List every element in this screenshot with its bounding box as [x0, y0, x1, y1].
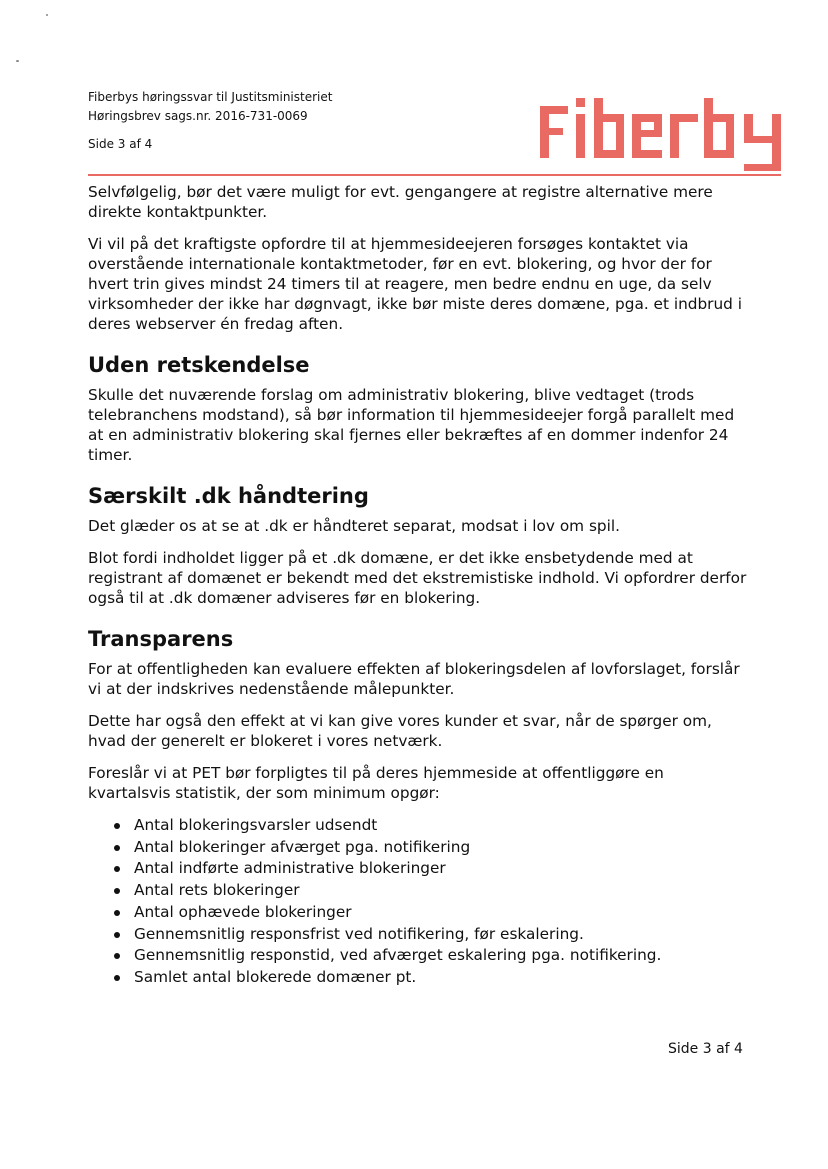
section3-paragraph-1: For at offentligheden kan evaluere effekten af blokeringsdelen af lovforslaget, forslår vi at der indskrives nedenstående målepunkter. [88, 660, 740, 698]
section-heading-dk-handtering: Særskilt .dk håndtering [88, 484, 369, 508]
intro-paragraph-2: Vi vil på det kraftigste opfordre til at hjemmesideejeren forsøges kontaktet via overstående internationale kontaktmetoder, før en evt. blokering, og hvor der for hvert trin gives mindst 24 timers til at reagere, men bedre endnu en uge, da selv virksomheder der ikke har døgnvagt, ikke bør miste deres domæne, pga. et indbrud i deres webserver én fredag aften. [88, 235, 742, 333]
logo-letters [540, 98, 781, 171]
footer-page-number: Side 3 af 4 [668, 1041, 743, 1057]
section3-paragraph-2: Dette har også den effekt at vi kan give vores kunder et svar, når de spørger om, hvad der generelt er blokeret i vores netværk. [88, 712, 712, 750]
list-item: Antal rets blokeringer [108, 880, 748, 902]
section2-paragraph-1: Det glæder os at se at .dk er håndteret separat, modsat i lov om spil. [88, 517, 620, 535]
list-item: Antal ophævede blokeringer [108, 902, 748, 924]
scan-speck [46, 14, 48, 16]
intro-paragraph-1: Selvfølgelig, bør det være muligt for evt. gengangere at registre alternative mere direkte kontaktpunkter. [88, 183, 713, 221]
document-body [88, 182, 748, 989]
header-page-number: Side 3 af 4 [88, 137, 153, 151]
list-item: Samlet antal blokerede domæner pt. [108, 967, 748, 989]
list-item: Antal blokeringer afværget pga. notifikering [108, 837, 748, 859]
section1-paragraph-1: Skulle det nuværende forslag om administrativ blokering, blive vedtaget (trods telebranchens modstand), så bør information til hjemmesideejer forgå parallelt med at en administrativ blokering skal fjernes eller bekræftes af en dommer indenfor 24 timer. [88, 386, 735, 464]
fiberby-logo [540, 92, 783, 172]
section2-paragraph-2: Blot fordi indholdet ligger på et .dk domæne, er det ikke ensbetydende med at registrant af domænet er bekendt med det ekstremistiske indhold. Vi opfordrer derfor også til at .dk domæner adviseres før en blokering. [88, 549, 747, 607]
section-heading-uden-retskendelse: Uden retskendelse [88, 353, 310, 377]
header-divider [88, 174, 781, 176]
metrics-list [88, 815, 748, 989]
section-heading-transparens: Transparens [88, 627, 234, 651]
list-item: Gennemsnitlig responsfrist ved notifikering, før eskalering. [108, 924, 748, 946]
list-item: Antal blokeringsvarsler udsendt [108, 815, 748, 837]
list-item: Antal indførte administrative blokeringer [108, 858, 748, 880]
list-item: Gennemsnitlig responstid, ved afværget eskalering pga. notifikering. [108, 945, 748, 967]
scan-speck [16, 60, 19, 62]
header-title: Fiberbys høringssvar til Justitsministeriet [88, 90, 333, 104]
header-case-number: Høringsbrev sags.nr. 2016-731-0069 [88, 109, 308, 123]
section3-paragraph-3: Foreslår vi at PET bør forpligtes til på deres hjemmeside at offentliggøre en kvartalsvis statistik, der som minimum opgør: [88, 764, 664, 802]
